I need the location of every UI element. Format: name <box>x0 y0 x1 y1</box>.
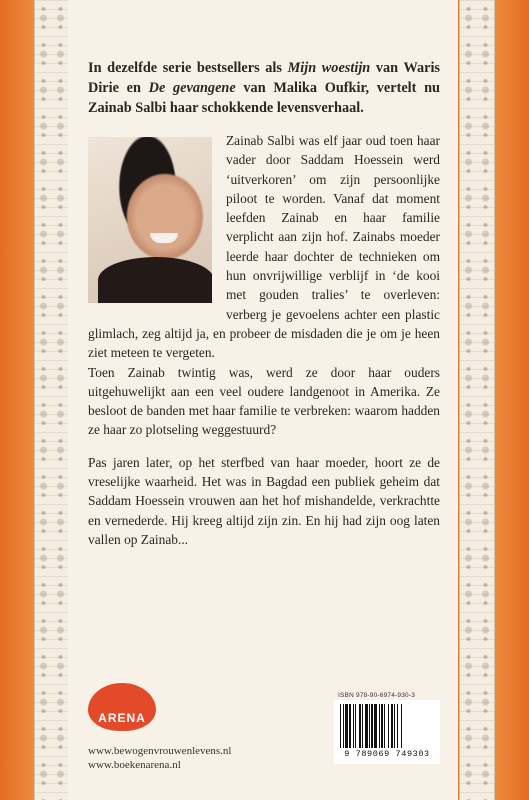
author-photo <box>88 137 212 303</box>
barcode-bar <box>365 704 368 748</box>
author-photo-smile <box>150 233 178 243</box>
barcode-bar <box>374 704 377 748</box>
barcode-bar <box>362 704 363 748</box>
barcode-bar <box>371 704 373 748</box>
barcode-bar <box>391 704 393 748</box>
arena-logo: ARENA <box>88 683 156 731</box>
intro-blurb <box>88 58 440 118</box>
barcode-bar <box>384 704 385 748</box>
barcode-bars <box>338 704 436 748</box>
orange-border-left <box>0 0 34 800</box>
url-bewogenvrouwenlevens[interactable]: www.bewogenvrouwenlevens.nl <box>88 745 232 757</box>
ornament-border-right <box>459 0 495 800</box>
author-photo-shoulder <box>98 257 212 303</box>
barcode-bar <box>355 704 356 748</box>
publisher-urls <box>88 744 231 772</box>
url-boekenarena[interactable]: www.boekenarena.nl <box>88 759 181 771</box>
barcode-bar <box>369 704 370 748</box>
barcode-bar <box>379 704 380 748</box>
barcode-bar <box>343 704 344 748</box>
intro-text-2: van Waris Dirie en <box>88 60 440 96</box>
back-cover-panel <box>68 0 458 800</box>
barcode-bar <box>397 704 398 748</box>
paragraph-3: Pas jaren later, op het sterfbed van haar moeder, hoort ze de vreselijke waarheid. Het was in Bagdad een publiek geheim dat Saddam Hoessein vrouwen aan het hof mishandelde, verkrachtte en vernederde. Hij kreeg altijd zijn zin. En hij had zijn oog laten vallen op Zainab... <box>88 454 440 547</box>
barcode-digits: 9 789069 749303 <box>344 749 430 759</box>
book-title-mijn-woestijn: Mijn woestijn <box>287 60 371 76</box>
barcode-bar <box>381 704 383 748</box>
intro-text-1: In dezelfde serie bestsellers als <box>88 60 288 76</box>
barcode-bar <box>388 704 389 748</box>
orange-border-right <box>495 0 529 800</box>
barcode-bar <box>340 704 341 748</box>
barcode-bar <box>349 704 351 748</box>
paragraph-2: Toen Zainab twintig was, werd ze door haar ouders uitgehuwelijkt aan een veel oudere landgenoot in Amerika. Ze besloot de banden met haar familie te verbreken: waarom hadden ze haar zo plotseling weggestuurd? <box>88 364 440 438</box>
intro-text-3: van Malika Oufkir, vertelt nu Zainab Salbi haar schokkende levensverhaal. <box>88 80 440 116</box>
barcode-bar <box>353 704 354 748</box>
barcode-bar <box>359 704 361 748</box>
ornament-border-left <box>34 0 70 800</box>
book-title-de-gevangene: De gevangene <box>148 80 236 96</box>
barcode-bar <box>345 704 348 748</box>
barcode-bar <box>394 704 395 748</box>
isbn-label: ISBN 978-90-6974-930-3 <box>338 692 416 699</box>
barcode-bar <box>401 704 402 748</box>
back-cover-text <box>88 58 440 549</box>
barcode <box>334 700 440 764</box>
paragraph-1: Zainab Salbi was elf jaar oud toen haar vader door Saddam Hoessein werd ‘uitverkoren’ om zijn persoonlijke piloot te worden. Vanaf dat moment leefden Zainab en haar familie verplicht aan zijn hof. Zainabs moeder leerde haar dochter de technieken om hun onvrijwillige verblijf in ‘de kooi met gouden tralies’ te overleven: verberg je gevoelens achter een plastic glimlach, zeg altijd ja, en probeer de misdaden die je om je heen ziet meteen te vergeten. <box>88 133 440 361</box>
